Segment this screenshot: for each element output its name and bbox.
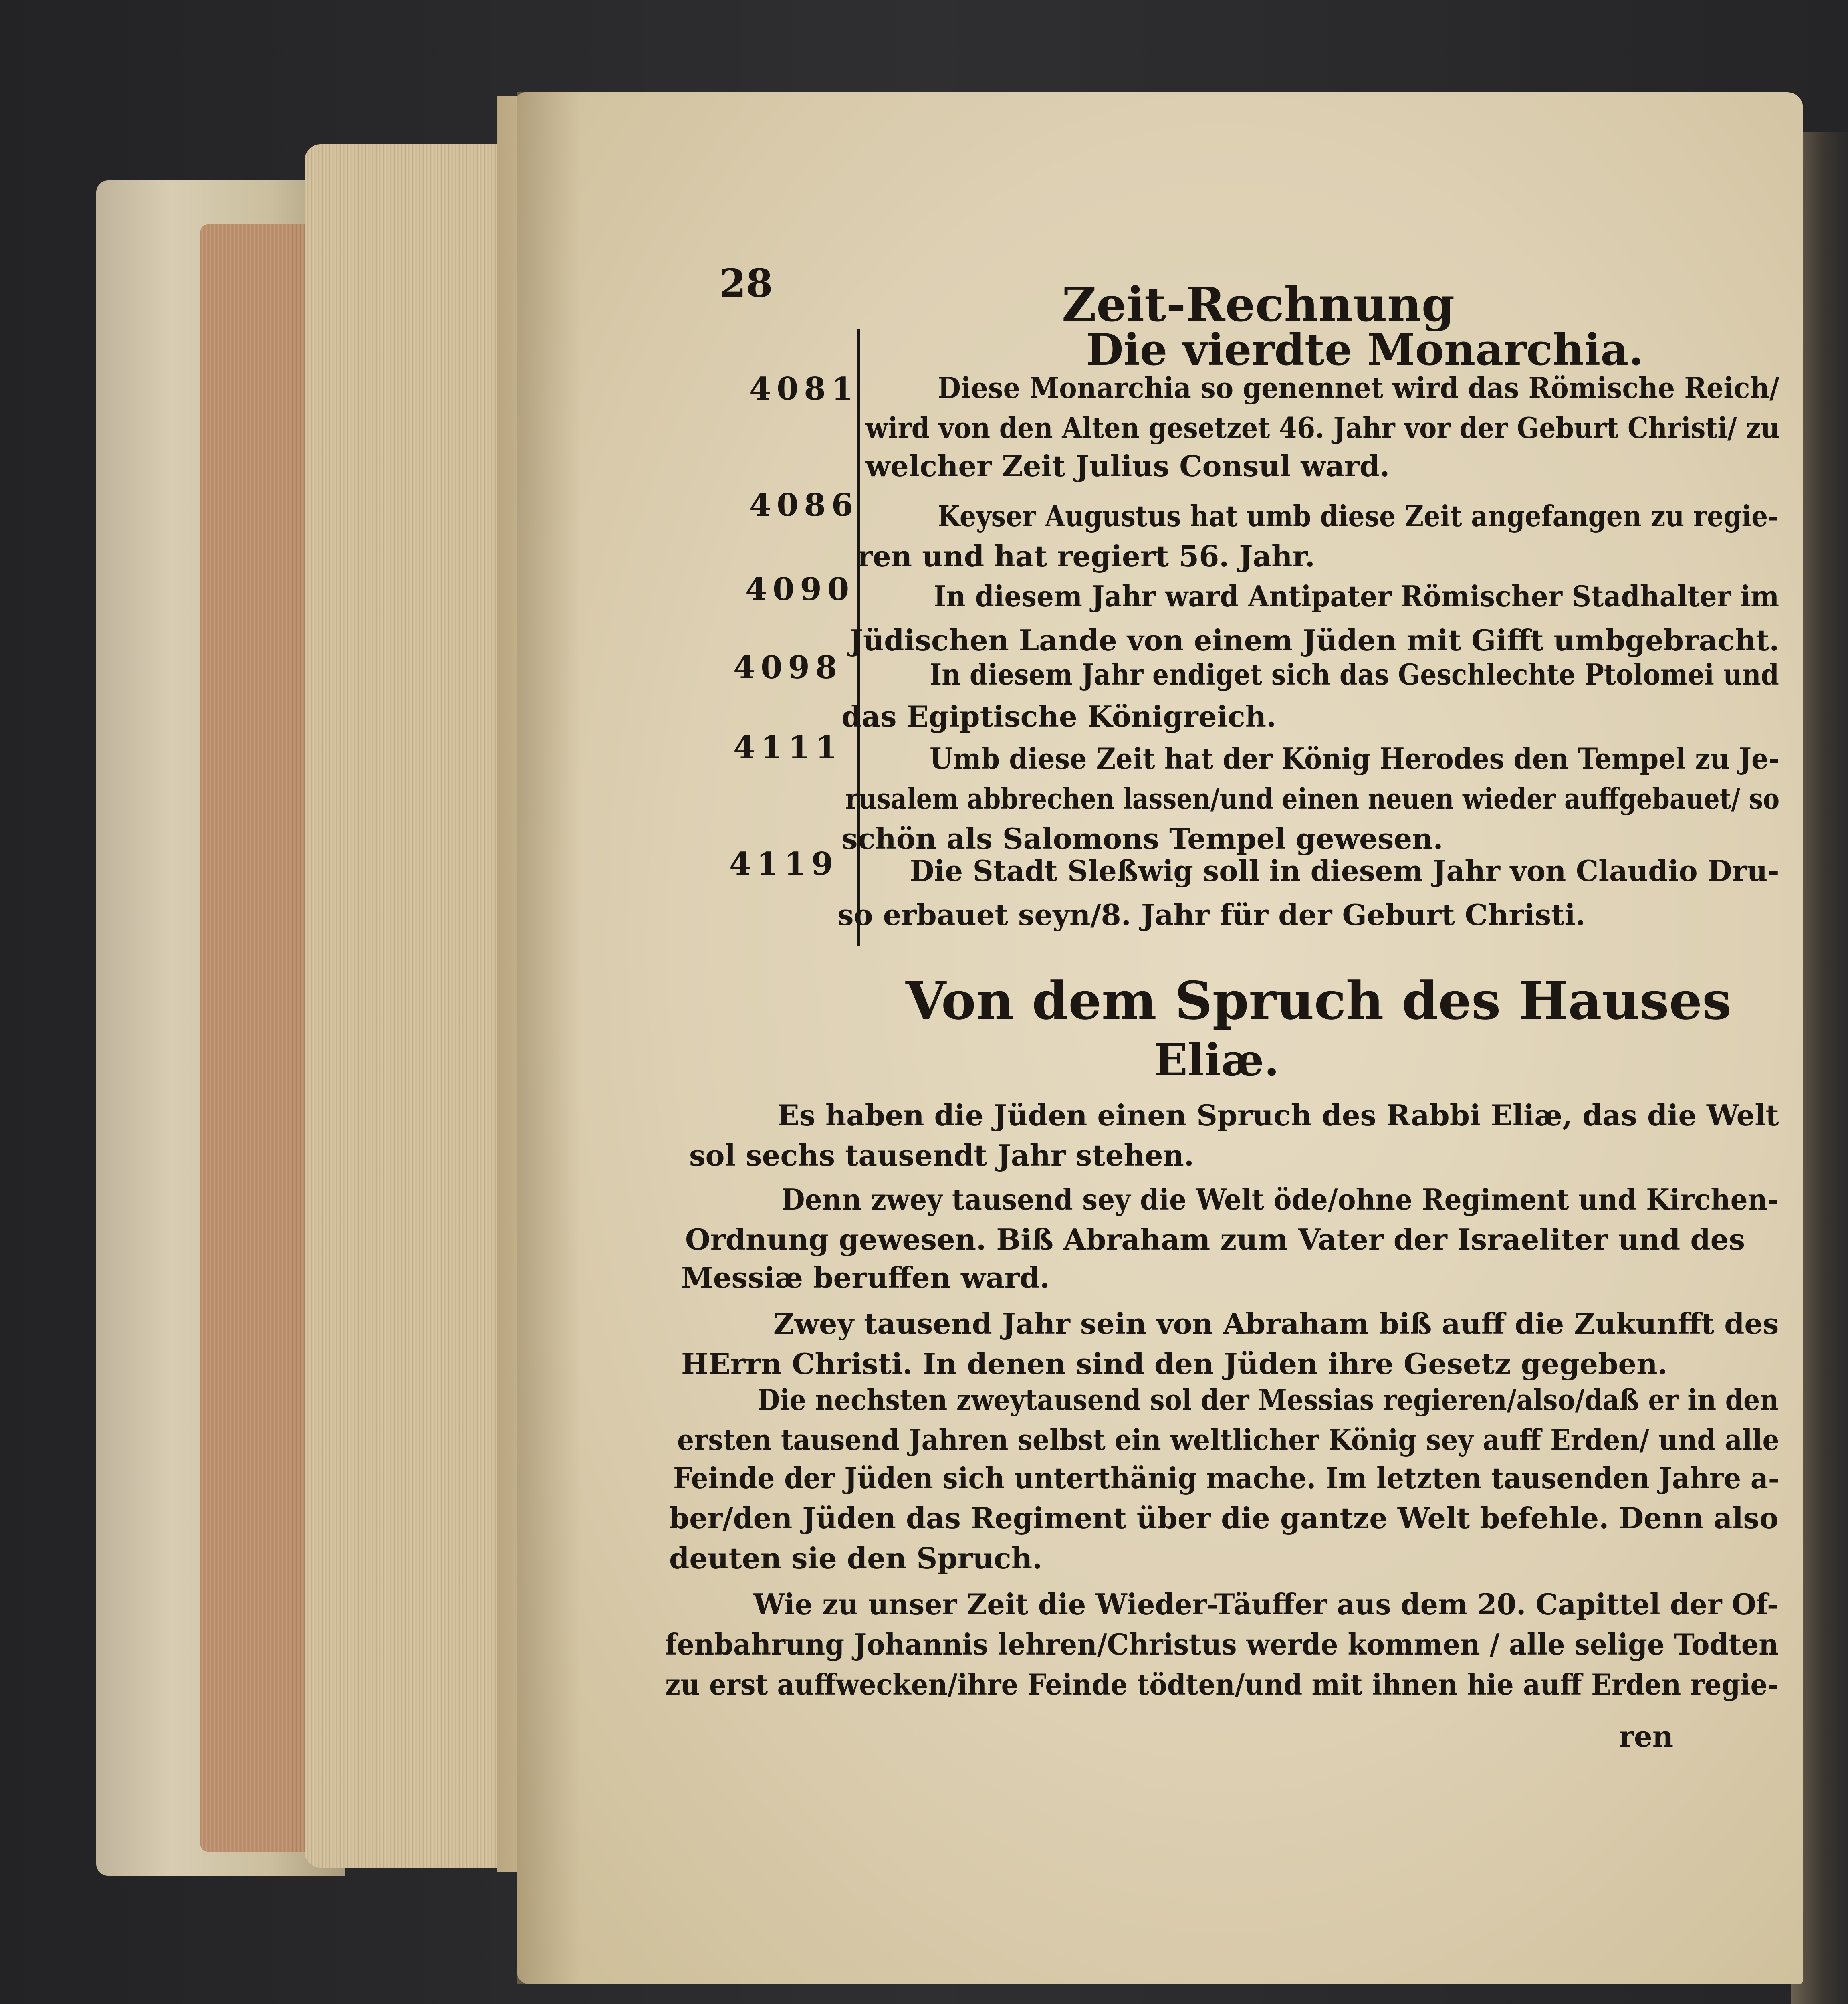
body-line: ersten tausend Jahren selbst ein weltlicher König sey auff Erden/ und alle [677,1423,1779,1457]
body-line: zu erst auffwecken/ihre Feinde tödten/und mit ihnen hie auff Erden regie- [665,1667,1779,1701]
catchword: ren [1619,1719,1674,1754]
chronicle-line: Umb diese Zeit hat der König Herodes den Tempel zu Je- [930,741,1780,776]
body-line: ber/den Jüden das Regiment über die gantze Welt befehle. Denn also [669,1501,1779,1535]
section-title: Die vierdte Monarchia. [1086,325,1644,375]
year-label: 4086 [749,487,859,523]
body-line: sol sechs tausendt Jahr stehen. [689,1138,1194,1172]
body-line: Es haben die Jüden einen Spruch des Rabbi Eliæ, das die Welt [777,1098,1779,1132]
chapter-heading-line2: Eliæ. [1154,1034,1279,1086]
gutter-shadow [517,92,581,1984]
body-line: Denn zwey tausend sey die Welt öde/ohne Regiment und Kirchen- [781,1182,1779,1216]
chronicle-line: welcher Zeit Julius Consul ward. [865,449,1390,483]
chapter-heading: Von dem Spruch des Hauses [906,970,1732,1031]
body-line: HErrn Christi. In denen sind den Jüden ihre Gesetz gegeben. [681,1347,1668,1381]
page-edges [200,224,321,1852]
running-head: Zeit-Rechnung [1062,277,1455,332]
year-label: 4119 [729,846,839,882]
body-line: fenbahrung Johannis lehren/Christus werde kommen / alle selige Todten [665,1627,1779,1661]
year-label: 4081 [749,371,859,407]
chronicle-line: Die Stadt Sleßwig soll in diesem Jahr von Claudio Dru- [910,854,1779,888]
chronicle-line: wird von den Alten gesetzet 46. Jahr vor der Geburt Christi/ zu [865,411,1780,445]
chronicle-line: so erbauet seyn/8. Jahr für der Geburt Christi. [837,898,1586,932]
chronicle-line: das Egiptische Königreich. [841,699,1277,733]
chronicle-line: In diesem Jahr endiget sich das Geschlechte Ptolomei und [930,657,1779,691]
body-line: Ordnung gewesen. Biß Abraham zum Vater der Israeliter und des [685,1222,1745,1257]
chronicle-line: Diese Monarchia so genennet wird das Römische Reich/ [938,371,1779,405]
body-line: Messiæ beruffen ward. [681,1261,1050,1295]
page-number: 28 [719,261,773,306]
chronicle-line: In diesem Jahr ward Antipater Römischer Stadhalter im [934,579,1779,613]
chronicle-line: rusalem abbrechen lassen/und einen neuen wieder auffgebauet/ so [845,782,1780,816]
body-line: Feinde der Jüden sich unterthänig mache. Im letzten tausenden Jahre a- [673,1461,1779,1495]
chronicle-line: ren und hat regiert 56. Jahr. [857,539,1315,573]
year-label: 4111 [733,729,843,766]
body-line: Wie zu unser Zeit die Wieder-Täuffer aus dem 20. Capittel der Of- [753,1587,1779,1621]
chronicle-line: Keyser Augustus hat umb diese Zeit angefangen zu regie- [938,499,1779,533]
body-line: deuten sie den Spruch. [669,1541,1043,1575]
body-line: Die nechsten zweytausend sol der Messias regieren/also/daß er in den [757,1383,1779,1417]
chronicle-line: schön als Salomons Tempel gewesen. [841,822,1443,856]
chronicle-line: Jüdischen Lande von einem Jüden mit Gifft umbgebracht. [849,623,1779,657]
body-line: Zwey tausend Jahr sein von Abraham biß auff die Zukunfft des [773,1307,1779,1341]
year-label: 4090 [745,571,855,608]
year-label: 4098 [733,649,843,686]
